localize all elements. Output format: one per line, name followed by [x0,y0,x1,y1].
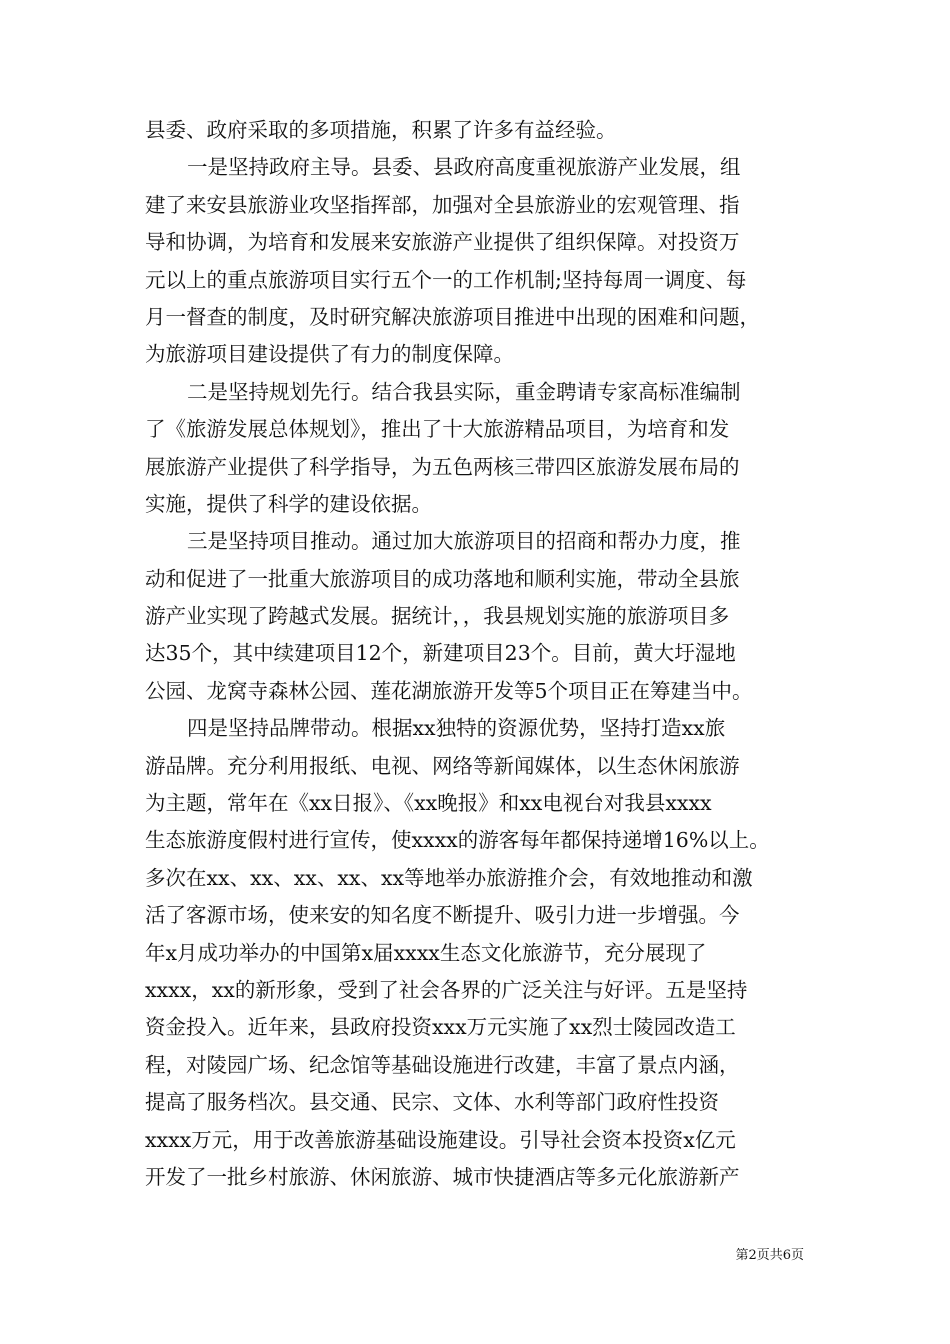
text-line: 活了客源市场，使来安的知名度不断提升、吸引力进一步增强。今 [145,903,740,928]
text-line: 动和促进了一批重大旅游项目的成功落地和顺利实施，带动全县旅 [145,566,740,591]
text-line: 一是坚持政府主导。县委、县政府高度重视旅游产业发展，组 [187,155,741,180]
document-body [145,112,805,1196]
text-line: 游产业实现了跨越式发展。据统计，，我县规划实施的旅游项目多 [145,604,730,629]
text-line: 程，对陵园广场、纪念馆等基础设施进行改建，丰富了景点内涵， [145,1052,740,1077]
text-line: 开发了一批乡村旅游、休闲旅游、城市快捷酒店等多元化旅游新产 [145,1164,740,1189]
text-line: 公园、龙窝寺森林公园、莲花湖旅游开发等5个项目正在筹建当中。 [145,678,753,703]
text-line: xxxx，xx的新形象，受到了社会各界的广泛关注与好评。五是坚持 [145,977,748,1002]
text-line: xxxx万元，用于改善旅游基础设施建设。引导社会资本投资x亿元 [145,1127,736,1152]
text-line: 游品牌。充分利用报纸、电视、网络等新闻媒体，以生态休闲旅游 [145,753,740,778]
text-line: 二是坚持规划先行。结合我县实际，重金聘请专家高标准编制 [187,379,741,404]
text-line: 展旅游产业提供了科学指导，为五色两核三带四区旅游发展布局的 [145,454,740,479]
text-line: 达35个，其中续建项目12个，新建项目23个。目前，黄大圩湿地 [145,641,736,666]
text-line: 多次在xx、xx、xx、xx、xx等地举办旅游推介会，有效地推动和激 [145,865,753,890]
text-line: 导和协调，为培育和发展来安旅游产业提供了组织保障。对投资万 [145,230,740,255]
page-number: 第2页共6页 [735,1248,804,1263]
text-line: 资金投入。近年来，县政府投资xxx万元实施了xx烈士陵园改造工 [145,1015,736,1040]
text-line: 提高了服务档次。县交通、民宗、文体、水利等部门政府性投资 [145,1090,719,1115]
text-line: 建了来安县旅游业攻坚指挥部，加强对全县旅游业的宏观管理、指 [145,192,740,217]
text-line: 四是坚持品牌带动。根据xx独特的资源优势，坚持打造xx旅 [187,716,726,741]
text-line: 了《旅游发展总体规划》，推出了十大旅游精品项目，为培育和发 [145,417,730,442]
text-line: 生态旅游度假村进行宣传，使xxxx的游客每年都保持递增16%以上。 [145,828,770,853]
text-line: 年x月成功举办的中国第x届xxxx生态文化旅游节，充分展现了 [145,940,707,965]
text-line: 月一督查的制度，及时研究解决旅游项目推进中出现的困难和问题， [145,304,760,329]
text-line: 县委、政府采取的多项措施，积累了许多有益经验。 [145,118,617,142]
text-line: 为主题，常年在《xx日报》、《xx晚报》和xx电视台对我县xxxx [145,791,712,816]
text-line: 元以上的重点旅游项目实行五个一的工作机制;坚持每周一调度、每 [145,267,747,292]
text-line: 实施，提供了科学的建设依据。 [145,491,432,516]
text-line: 为旅游项目建设提供了有力的制度保障。 [145,342,514,367]
text-line: 三是坚持项目推动。通过加大旅游项目的招商和帮办力度，推 [187,529,741,554]
